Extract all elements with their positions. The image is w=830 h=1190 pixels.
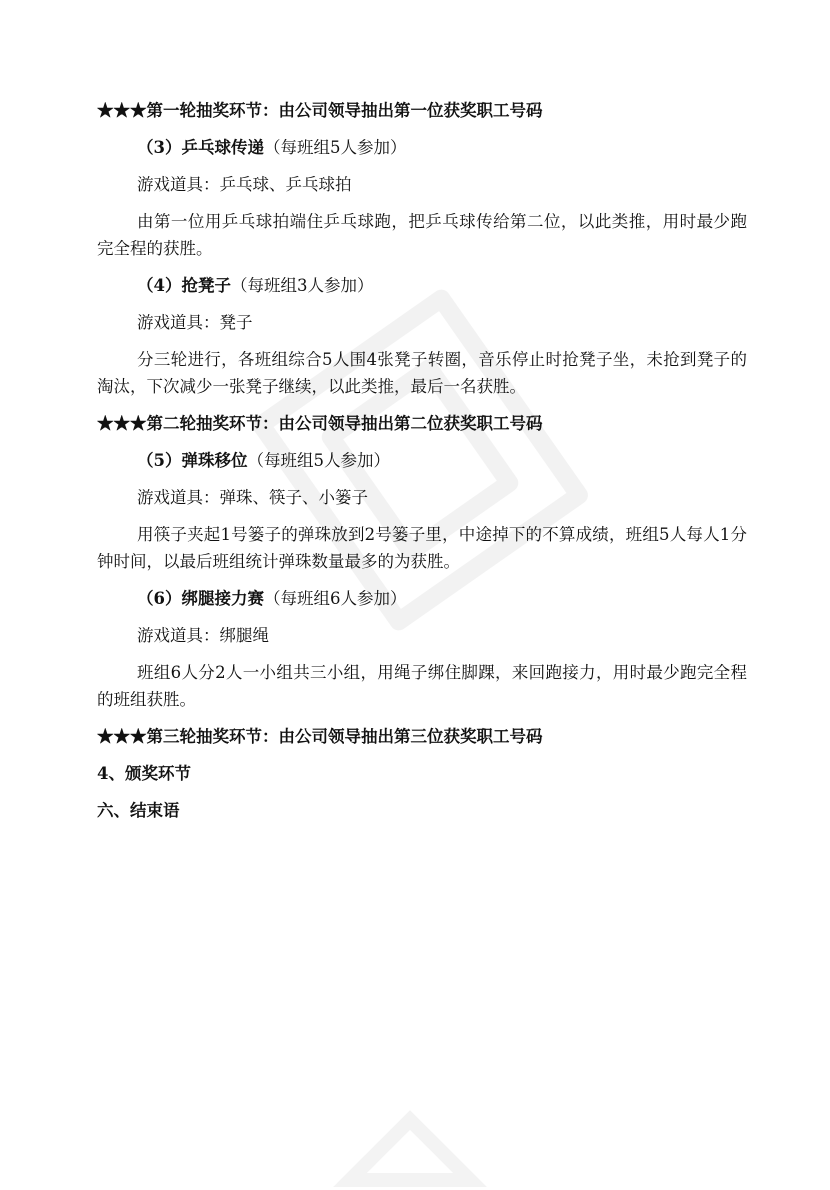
game-3-note: （每班组5人参加） bbox=[263, 138, 407, 157]
game-3-props: 游戏道具：乒乓球、乒乓球拍 bbox=[137, 175, 352, 194]
game-5-note: （每班组5人参加） bbox=[247, 451, 390, 470]
game-5-heading bbox=[97, 442, 747, 479]
game-3-heading bbox=[97, 129, 747, 166]
game-6-title: （6）绑腿接力赛 bbox=[137, 589, 264, 608]
game-6-heading bbox=[97, 580, 747, 617]
game-5-rules: 用筷子夹起1号篓子的弹珠放到2号篓子里，中途掉下的不算成绩，班组5人每人1分钟时间，以最后班组统计弹珠数量最多的为获胜。 bbox=[97, 525, 747, 571]
game-5-props: 游戏道具：弹珠、筷子、小篓子 bbox=[137, 488, 368, 507]
game-4-heading bbox=[97, 267, 747, 304]
lottery-round-2: ★★★第二轮抽奖环节：由公司领导抽出第二位获奖职工号码 bbox=[97, 414, 543, 433]
game-6-note: （每班组6人参加） bbox=[263, 589, 407, 608]
game-4-note: （每班组3人参加） bbox=[230, 276, 374, 295]
game-4-title: （4）抢凳子 bbox=[137, 276, 231, 295]
game-6-props: 游戏道具：绑腿绳 bbox=[137, 626, 269, 645]
game-3-title: （3）乒乓球传递 bbox=[137, 138, 264, 157]
game-4-rules: 分三轮进行，各班组综合5人围4张凳子转圈，音乐停止时抢凳子坐，未抢到凳子的淘汰，下次减少一张凳子继续，以此类推，最后一名获胜。 bbox=[97, 350, 747, 396]
section-awards: 4、颁奖环节 bbox=[97, 764, 191, 783]
lottery-round-3: ★★★第三轮抽奖环节：由公司领导抽出第三位获奖职工号码 bbox=[97, 727, 543, 746]
game-4-props: 游戏道具：凳子 bbox=[137, 313, 253, 332]
document-body bbox=[97, 92, 747, 829]
game-5-title: （5）弹珠移位 bbox=[137, 451, 248, 470]
game-6-rules: 班组6人分2人一小组共三小组，用绳子绑住脚踝，来回跑接力，用时最少跑完全程的班组获胜。 bbox=[97, 663, 747, 709]
game-3-rules: 由第一位用乒乓球拍端住乒乓球跑，把乒乓球传给第二位，以此类推，用时最少跑完全程的获胜。 bbox=[97, 212, 747, 258]
watermark-fragment-icon bbox=[330, 1110, 530, 1190]
section-closing: 六、结束语 bbox=[97, 801, 180, 820]
lottery-round-1: ★★★第一轮抽奖环节：由公司领导抽出第一位获奖职工号码 bbox=[97, 101, 543, 120]
